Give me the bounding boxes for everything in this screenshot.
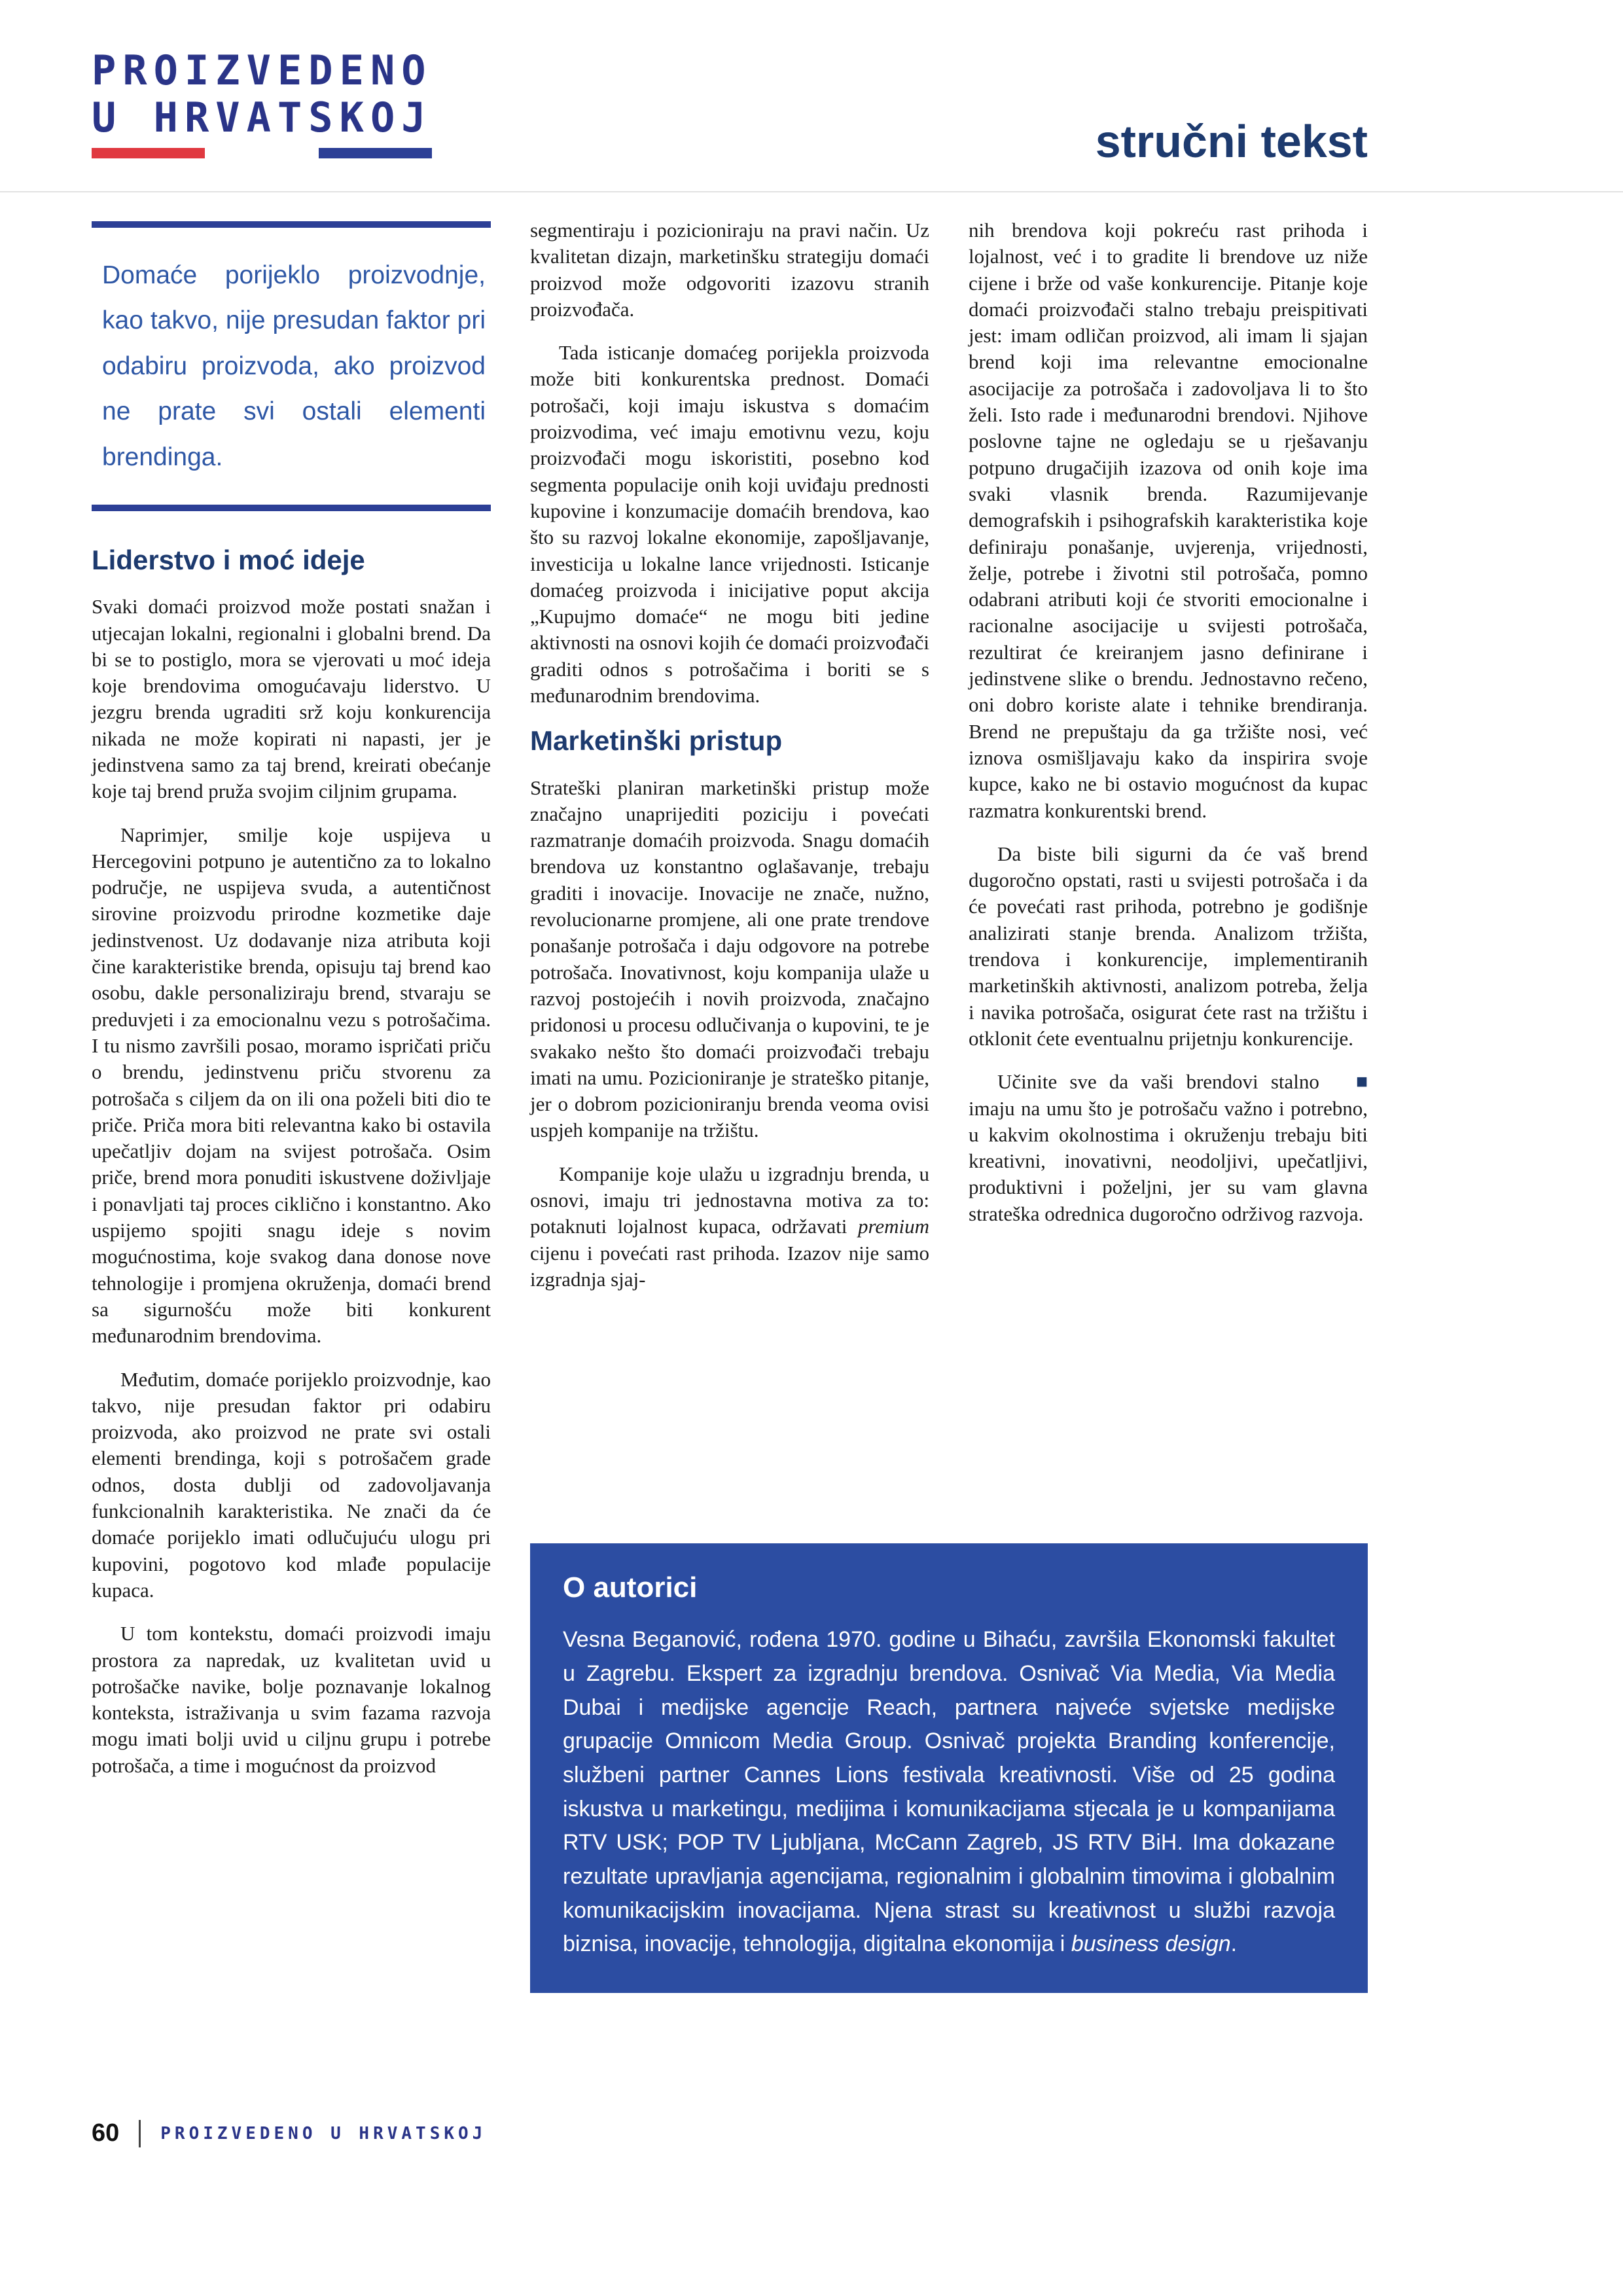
column-3: [969, 217, 1368, 1244]
columns-2-3: [530, 217, 1368, 1513]
paragraph: Tada isticanje domaćeg porijekla proizvoda može biti konkurentska prednost. Domaći potrošači, koji imaju iskustva s domaćim proizvodima, već imaju emotivnu vezu, koju proizvođači mogu iskoristiti, posebno kod segmenta populacije onih koji uviđaju prednosti kupovine i konzumacije domaćih brendova, kao što su razvoj lokalne ekonomije, zapošljavanje, investicija u lokalne lance vrijednosti. Isticanje domaćeg proizvoda i inicijative poput akcija „Kupujmo domaće“ ne mogu biti jedine aktivnosti na osnovi kojih će domaći proizvođači graditi odnos s potrošačima i boriti se s međunarodnim brendovima.: [530, 341, 929, 708]
italic-term: premium: [857, 1215, 929, 1238]
column-1: [92, 217, 491, 1993]
paragraph: Strateški planiran marketinški pristup može značajno unaprijediti poziciju i povećati razmatranje domaćih proizvoda. Snagu domaćih brendova uz konstantno oglašavanje, trebaju graditi i inovacije. Inovacije ne znače, nužno, revolucionarne promjene, ali one prate trendove ponašanje potrošača i daju odgovore na potrebe potrošača. Inovativnost, koju kompanija ulaže u razvoj postojećih i novih proizvoda, značajno pridonosi u procesu odlučivanja o kupovini, te je svakako nešto što domaći proizvođači trebaju imati na umu. Pozicioniranje je strateško pitanje, jer o dobrom pozicioniranju brenda veoma ovisi uspjeh kompanije na tržištu.: [530, 776, 929, 1142]
author-text: Vesna Beganović, rođena 1970. godine u Bihaću, završila Ekonomski fakultet u Zagrebu. Ekspert za izgradnju brendova. Osnivač Via Media, Via Media Dubai i medijske agencije Reach, partnera najveće svjetske medijske grupacije Omnicom Media Group. Osnivač projekta Branding konferencije, službeni partner Cannes Lions festivala kreativnosti. Više od 25 godina iskustva u marketingu, medijima i komunikacijama stjecala je u kompanijama RTV USK; POP TV Ljubljana, McCann Zagreb, JS RTV BiH. Ima dokazane rezultate upravljanja agencijama, regionalnim i globalnim timovima i globalnim komunikacijskim inovacijama. Njena strast su kreativnost u službi razvoja biznisa, inovacije, tehnologija, digitalna ekonomija i: [563, 1627, 1335, 1957]
flag-white-segment: [205, 148, 318, 158]
article-body: [92, 217, 1368, 1993]
paragraph: [969, 1069, 1368, 1227]
column-2: [530, 217, 929, 1310]
header-divider: [0, 191, 1623, 192]
paragraph: Svaki domaći proizvod može postati snažan i utjecajan lokalni, regionalni i globalni brend. Da bi se to postiglo, mora se vjerovati u moć ideja koje brendovima omogućavaju liderstvo. U jezgru brenda ugraditi srž koju konkurencija nikada ne može kopirati ni napasti, jer je jedinstvena samo za taj brend, kreirati obećanje koje taj brend pruža svojim ciljnim grupama.: [92, 595, 491, 803]
right-area: [530, 217, 1368, 1993]
logo-line-1: PROIZVEDENO: [92, 46, 433, 94]
logo-line-2: U HRVATSKOJ: [92, 93, 433, 141]
paragraph: segmentiraju i pozicioniraju na pravi način. Uz kvalitetan dizajn, marketinšku strategiju domaći proizvod može odgovoriti izazovu stranih proizvođača.: [530, 219, 929, 321]
magazine-logo: [92, 47, 433, 158]
italic-term: business design: [1071, 1931, 1231, 1957]
paragraph: [530, 1161, 929, 1293]
paragraph: Međutim, domaće porijeklo proizvodnje, kao takvo, nije presudan faktor pri odabiru proizvoda, ako proizvod ne prate svi ostali elementi brendinga, koji s potrošačem grade odnos, dosta dublji od zadovoljavanja funkcionalnih karakteristika. Ne znači da će domaće porijeklo imati odlučujuću ulogu pri kupovini, pogotovo kod mlađe populacije kupaca.: [92, 1367, 491, 1602]
footer-brand: PROIZVEDENO U HRVATSKOJ: [160, 2123, 487, 2144]
paragraph-text: cijenu i povećati rast prihoda. Izazov nije samo izgradnja sjaj-: [530, 1241, 929, 1291]
page-number: 60: [92, 2119, 120, 2147]
paragraph-text: Kompanije koje ulažu u izgradnju brenda, u osnovi, imaju tri jednostavna motiva za to: potaknuti lojalnost kupaca, održavati: [530, 1162, 929, 1238]
heading-marketinski: Marketinški pristup: [530, 725, 783, 757]
page-footer: [92, 2119, 486, 2147]
paragraph: Naprimjer, smilje koje uspijeva u Hercegovini potpuno je autentično za to lokalno područje, ne uspijeva svuda, a autentičnost sirovine proizvodu prirodne kozmetike daje jedinstvenost. Uz dodavanje niza atributa koji čine karakteristike brenda, opisuju taj brend kao osobu, dakle personaliziraju brend, stvaraju se preduvjeti i za emocionalnu vezu s potrošačima. I tu nismo završili posao, moramo ispričati priču o brendu, jedinstvenu priču stvorenu za potrošača s ciljem da on ili ona poželi biti dio te priče. Priča mora biti relevantna kako bi ostavila upečatljiv dojam na svijest potrošača. Osim priče, brend mora ponuditi iskustvene doživljaje i ponavljati taj proces ciklično i konstantno. Ako uspijemo spojiti snagu ideje s novim mogućnostima, koje svakog dana donose nove tehnologije i promjena okruženja, domaći brend sa sigurnošću može biti konkurent međunarodnim brendovima.: [92, 823, 491, 1348]
flag-red-segment: [92, 148, 205, 158]
heading-liderstvo: Liderstvo i moć ideje: [92, 545, 365, 576]
section-label: stručni tekst: [1095, 116, 1368, 167]
paragraph-text: Učinite sve da vaši brendovi stalno imaju na umu što je potrošaču važno i potrebno, u kakvim okolnostima i okruženju trebaju biti kreativni, inovativni, neodoljivi, upečatljivi, produktivni i poželjni, jer su vam glavna strateška odrednica dugoročno održivog razvoja.: [969, 1070, 1368, 1225]
author-text: .: [1230, 1931, 1238, 1957]
end-mark: ■: [1355, 1071, 1368, 1093]
flag-blue-segment: [319, 148, 432, 158]
footer-divider: [139, 2120, 141, 2147]
paragraph: U tom kontekstu, domaći proizvodi imaju prostora za napredak, uz kvalitetan uvid u potrošačke navike, bolje poznavanje lokalnog konteksta, istraživanja u svim fazama razvoja mogu imati bolji uvid u ciljnu grupu i potrebe potrošača, a time i mogućnost da proizvod: [92, 1622, 491, 1777]
author-box-title: O autorici: [563, 1571, 698, 1604]
pull-quote: Domaće porijeklo proizvodnje, kao takvo, nije presudan faktor pri odabiru proizvoda, ako proizvod ne prate svi ostali elementi brendinga.: [92, 221, 491, 511]
paragraph: nih brendova koji pokreću rast prihoda i lojalnost, već i to gradite li brendove uz niže cijene i brže od vaše konkurencije. Pitanje koje domaći proizvođači stalno trebaju preispitivati jest: imam odličan proizvod, ali imam li sjajan brend koji ima relevantne emocionalne asocijacije za potrošača i zadovoljava li to što želi. Isto rade i međunarodni brendovi. Njihove poslovne tajne ne ogledaju se u rješavanju potpuno drugačijih izazova od onih koje ima svaki vlasnik brenda. Razumijevanje demografskih i psihografskih karakteristika koje definiraju ponašanje, uvjerenja, vrijednosti, želje, potrebe i životni stil potrošača, pomno odabrani atributi koji će stvoriti emocionalne i racionalne asocijacije u svijesti potrošača, rezultirat će kreiranjem jasno definirane i jedinstvene slike o brendu. Jednostavno rečeno, oni dobro koriste alate i tehnike brendiranja. Brend ne prepuštaju da ga tržište nosi, već iznova osmišljavaju kako da inspirira svoje kupce, kako ne bi ostavio mogućnost da kupac razmatra konkurentski brend.: [969, 219, 1368, 822]
paragraph: Da biste bili sigurni da će vaš brend dugoročno opstati, rasti u svijesti potrošača i da će povećati rast prihoda, potrebno je godišnje analizirati stanje brenda. Analizom tržišta, trendova i konkurencije, implementiranih marketinških aktivnosti, analizom potreba, želja i navika potrošača, osigurat ćete rast na tržištu i otklonit ćete eventualnu prijetnju konkurencije.: [969, 842, 1368, 1050]
author-box: [530, 1543, 1368, 1993]
author-box-text: [563, 1623, 1335, 1962]
croatian-flag-bar: [92, 148, 432, 158]
